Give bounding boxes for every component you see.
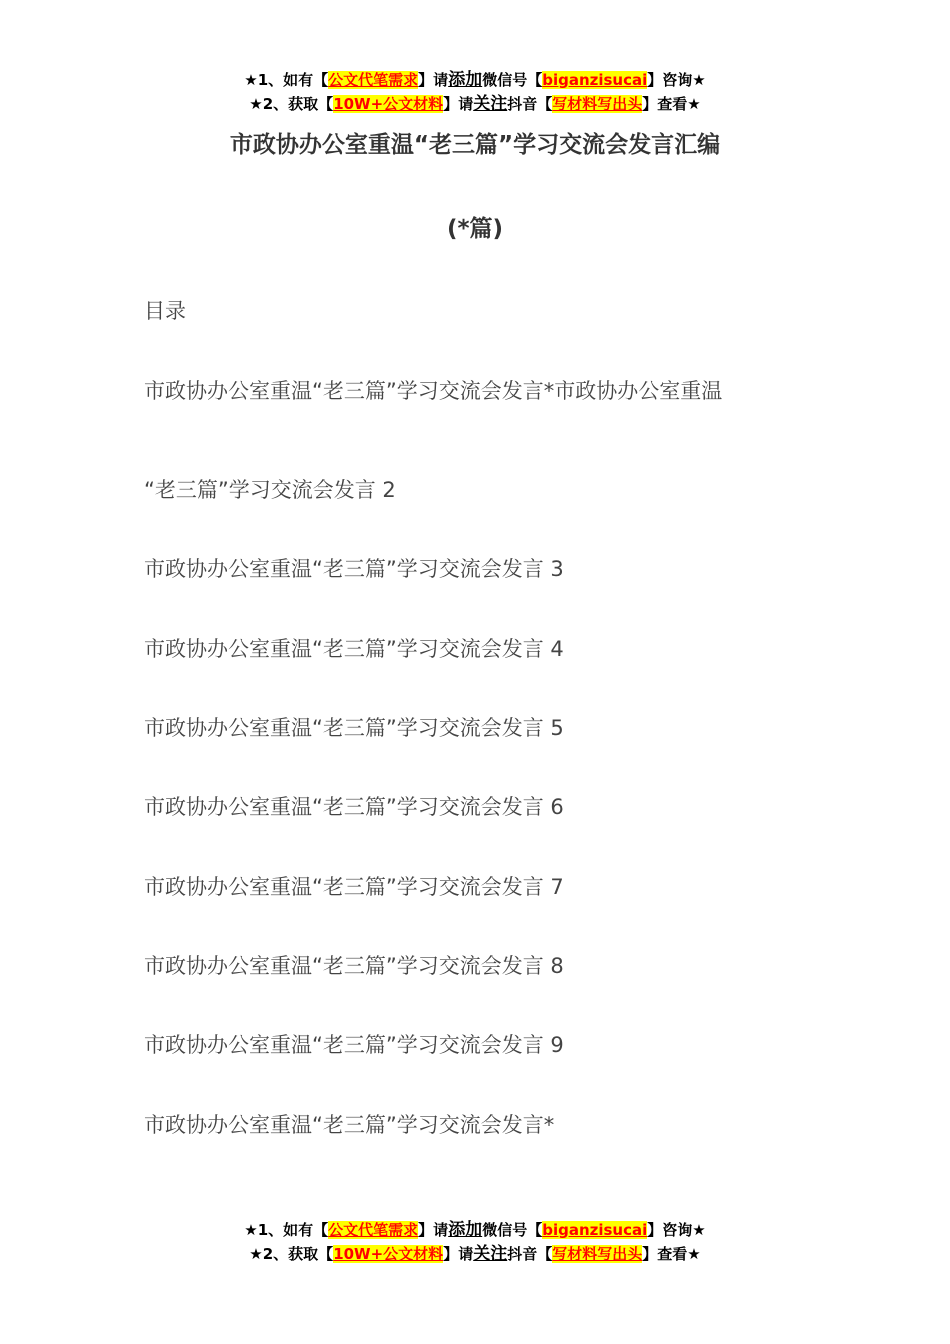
banner-emphasis: 关注 bbox=[473, 1244, 508, 1264]
banner-line-1 bbox=[0, 68, 950, 92]
banner-text: 】咨询★ bbox=[647, 1221, 706, 1239]
banner-text: ★2、获取【 bbox=[249, 1245, 334, 1263]
banner-highlight-wechat: biganzisucai bbox=[542, 71, 648, 89]
banner-text: ★1、如有【 bbox=[244, 71, 329, 89]
banner-text: 】咨询★ bbox=[647, 71, 706, 89]
toc-item[interactable]: 市政协办公室重温“老三篇”学习交流会发言 5 bbox=[144, 716, 564, 740]
banner-emphasis: 关注 bbox=[473, 94, 508, 114]
banner-text: 】请 bbox=[443, 95, 474, 113]
banner-highlight-service: 公文代笔需求 bbox=[328, 71, 419, 89]
document-subtitle: (*篇) bbox=[446, 216, 504, 242]
banner-text: 】请 bbox=[443, 1245, 474, 1263]
toc-item[interactable]: 市政协办公室重温“老三篇”学习交流会发言 8 bbox=[144, 954, 564, 978]
toc-item[interactable]: 市政协办公室重温“老三篇”学习交流会发言*市政协办公室重温 bbox=[144, 379, 723, 403]
document-title: 市政协办公室重温“老三篇”学习交流会发言汇编 bbox=[229, 132, 721, 158]
banner-line-2 bbox=[0, 1242, 950, 1266]
banner-text: 】查看★ bbox=[642, 95, 701, 113]
toc-item-continuation[interactable]: “老三篇”学习交流会发言 2 bbox=[144, 478, 396, 502]
banner-text: 】请 bbox=[418, 1221, 449, 1239]
banner-highlight-douyin: 写材料写出头 bbox=[552, 1245, 643, 1263]
banner-line-1 bbox=[0, 1218, 950, 1242]
banner-text: ★1、如有【 bbox=[244, 1221, 329, 1239]
toc-item[interactable]: 市政协办公室重温“老三篇”学习交流会发言 4 bbox=[144, 637, 564, 661]
top-banner bbox=[0, 68, 950, 116]
toc-item[interactable]: 市政协办公室重温“老三篇”学习交流会发言 3 bbox=[144, 557, 564, 581]
banner-highlight-materials: 10W+公文材料 bbox=[333, 1245, 444, 1263]
banner-highlight-douyin: 写材料写出头 bbox=[552, 95, 643, 113]
banner-emphasis: 添加 bbox=[448, 70, 483, 90]
toc-item[interactable]: 市政协办公室重温“老三篇”学习交流会发言 7 bbox=[144, 875, 564, 899]
banner-line-2 bbox=[0, 92, 950, 116]
banner-text: 】请 bbox=[418, 71, 449, 89]
banner-text: 抖音【 bbox=[507, 1245, 553, 1263]
banner-text: 抖音【 bbox=[507, 95, 553, 113]
toc-heading: 目录 bbox=[144, 299, 186, 323]
bottom-banner bbox=[0, 1218, 950, 1266]
banner-highlight-wechat: biganzisucai bbox=[542, 1221, 648, 1239]
banner-emphasis: 添加 bbox=[448, 1220, 483, 1240]
banner-text: 】查看★ bbox=[642, 1245, 701, 1263]
banner-text: 微信号【 bbox=[482, 1221, 543, 1239]
toc-item[interactable]: 市政协办公室重温“老三篇”学习交流会发言* bbox=[144, 1113, 555, 1137]
toc-item[interactable]: 市政协办公室重温“老三篇”学习交流会发言 6 bbox=[144, 795, 564, 819]
toc-item[interactable]: 市政协办公室重温“老三篇”学习交流会发言 9 bbox=[144, 1033, 564, 1057]
banner-highlight-materials: 10W+公文材料 bbox=[333, 95, 444, 113]
banner-text: ★2、获取【 bbox=[249, 95, 334, 113]
banner-highlight-service: 公文代笔需求 bbox=[328, 1221, 419, 1239]
banner-text: 微信号【 bbox=[482, 71, 543, 89]
